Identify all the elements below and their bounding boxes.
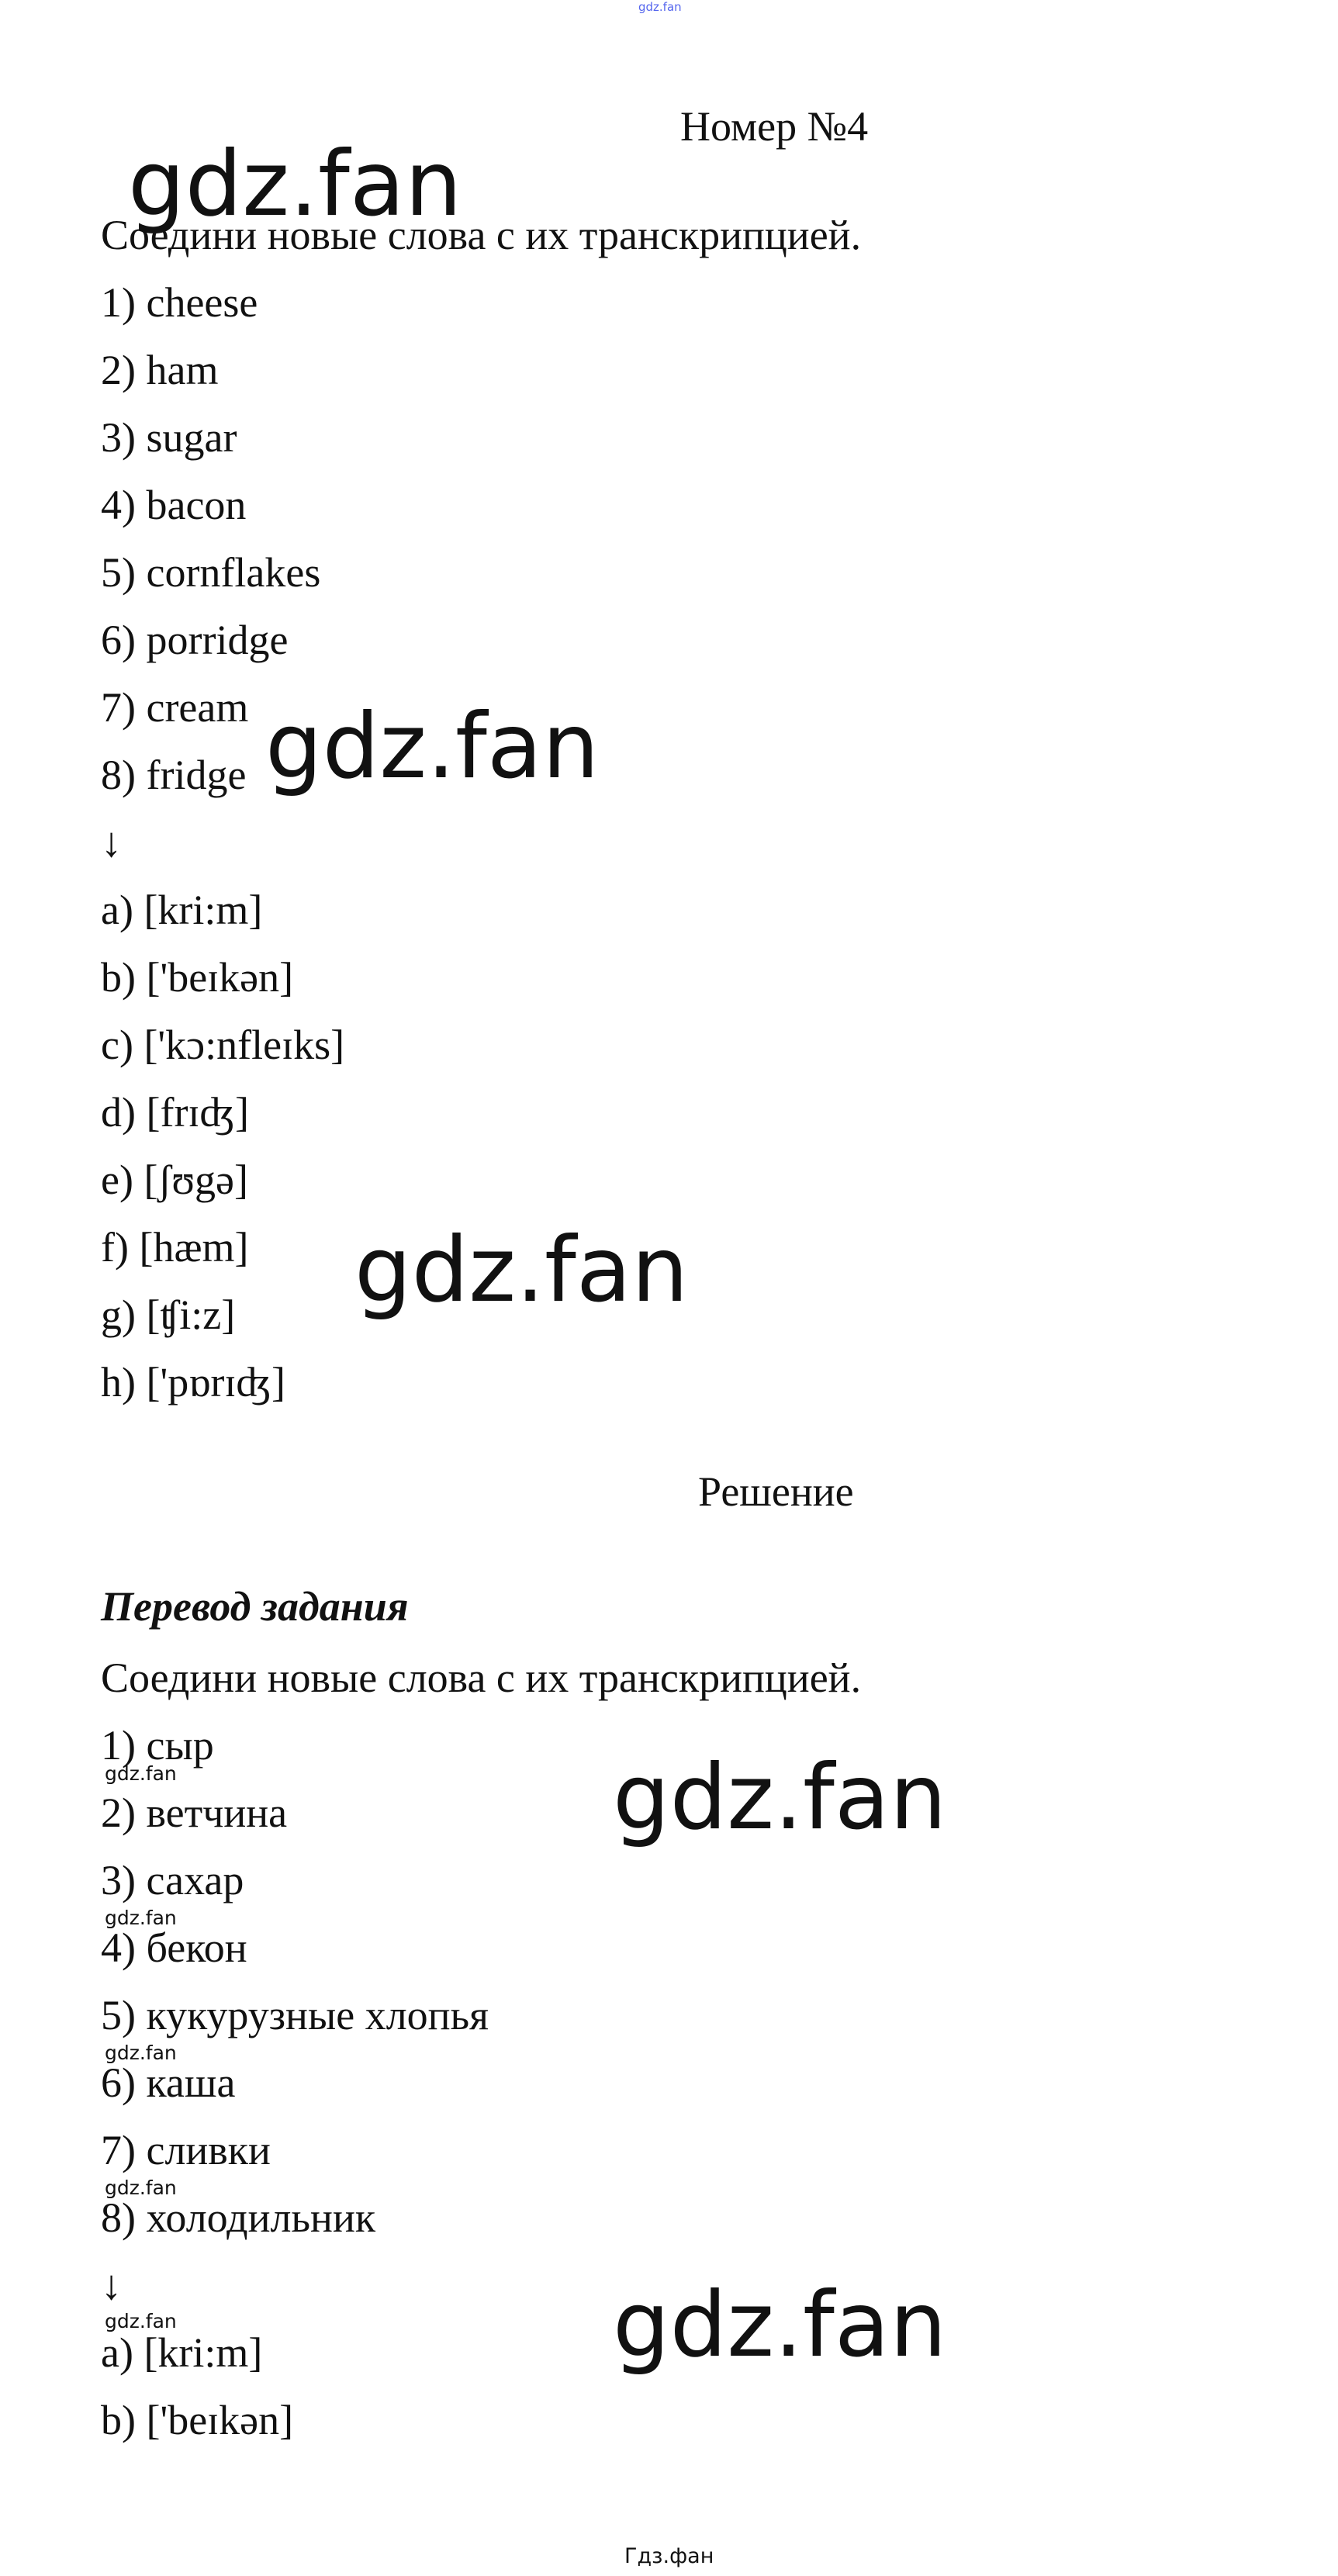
page-title: Номер №4	[680, 103, 869, 150]
word-item: 5) cornflakes	[101, 549, 321, 596]
word-item: 6) porridge	[101, 617, 289, 663]
transcription-item: d) [frɪʤ]	[101, 1089, 250, 1136]
translation-word: 1) сыр	[101, 1722, 214, 1769]
transcription-item: b) ['beɪkən]	[101, 2397, 294, 2443]
watermark-big: gdz.fan	[128, 132, 462, 237]
watermark-small: gdz.fan	[105, 2310, 177, 2332]
task-instruction: Соедини новые слова с их транскрипцией.	[101, 212, 862, 258]
word-item: 7) cream	[101, 684, 249, 731]
watermark-small: gdz.fan	[105, 1762, 177, 1785]
word-item: 2) ham	[101, 347, 219, 393]
arrow-down: ↓	[101, 2262, 122, 2308]
watermark-big: gdz.fan	[613, 1745, 947, 1850]
transcription-item: e) [ʃʊgə]	[101, 1157, 249, 1203]
transcription-item: g) [ʧi:z]	[101, 1291, 236, 1338]
word-item: 8) fridge	[101, 752, 247, 798]
footer-watermark: Гдз.фан	[624, 2544, 714, 2568]
arrow-down: ↓	[101, 819, 122, 866]
translation-word: 7) сливки	[101, 2127, 271, 2173]
word-item: 4) bacon	[101, 482, 247, 528]
word-item: 3) sugar	[101, 414, 237, 461]
watermark-big: gdz.fan	[354, 1218, 689, 1323]
watermark-big: gdz.fan	[265, 694, 600, 799]
word-item: 1) cheese	[101, 279, 258, 326]
top-watermark: gdz.fan	[638, 0, 682, 14]
translation-word: 5) кукурузные хлопья	[101, 1992, 489, 2038]
transcription-item: h) ['pɒrɪʤ]	[101, 1359, 286, 1406]
transcription-item: a) [kri:m]	[101, 887, 263, 933]
watermark-small: gdz.fan	[105, 2042, 177, 2064]
transcription-item: b) ['beɪkən]	[101, 954, 294, 1001]
watermark-small: gdz.fan	[105, 2177, 177, 2199]
transcription-item: c) ['kɔ:nfleɪks]	[101, 1022, 345, 1068]
translation-word: 2) ветчина	[101, 1789, 288, 1836]
translation-word: 8) холодильник	[101, 2194, 376, 2241]
solution-instruction: Соедини новые слова с их транскрипцией.	[101, 1655, 862, 1701]
solution-label: Решение	[698, 1468, 854, 1515]
translation-word: 4) бекон	[101, 1924, 247, 1971]
translation-word: 3) сахар	[101, 1857, 244, 1903]
transcription-item: a) [kri:m]	[101, 2329, 263, 2376]
translation-word: 6) каша	[101, 2059, 236, 2106]
transcription-item: f) [hæm]	[101, 1224, 249, 1271]
watermark-big: gdz.fan	[613, 2273, 947, 2377]
translation-heading: Перевод задания	[101, 1583, 409, 1630]
watermark-small: gdz.fan	[105, 1907, 177, 1929]
